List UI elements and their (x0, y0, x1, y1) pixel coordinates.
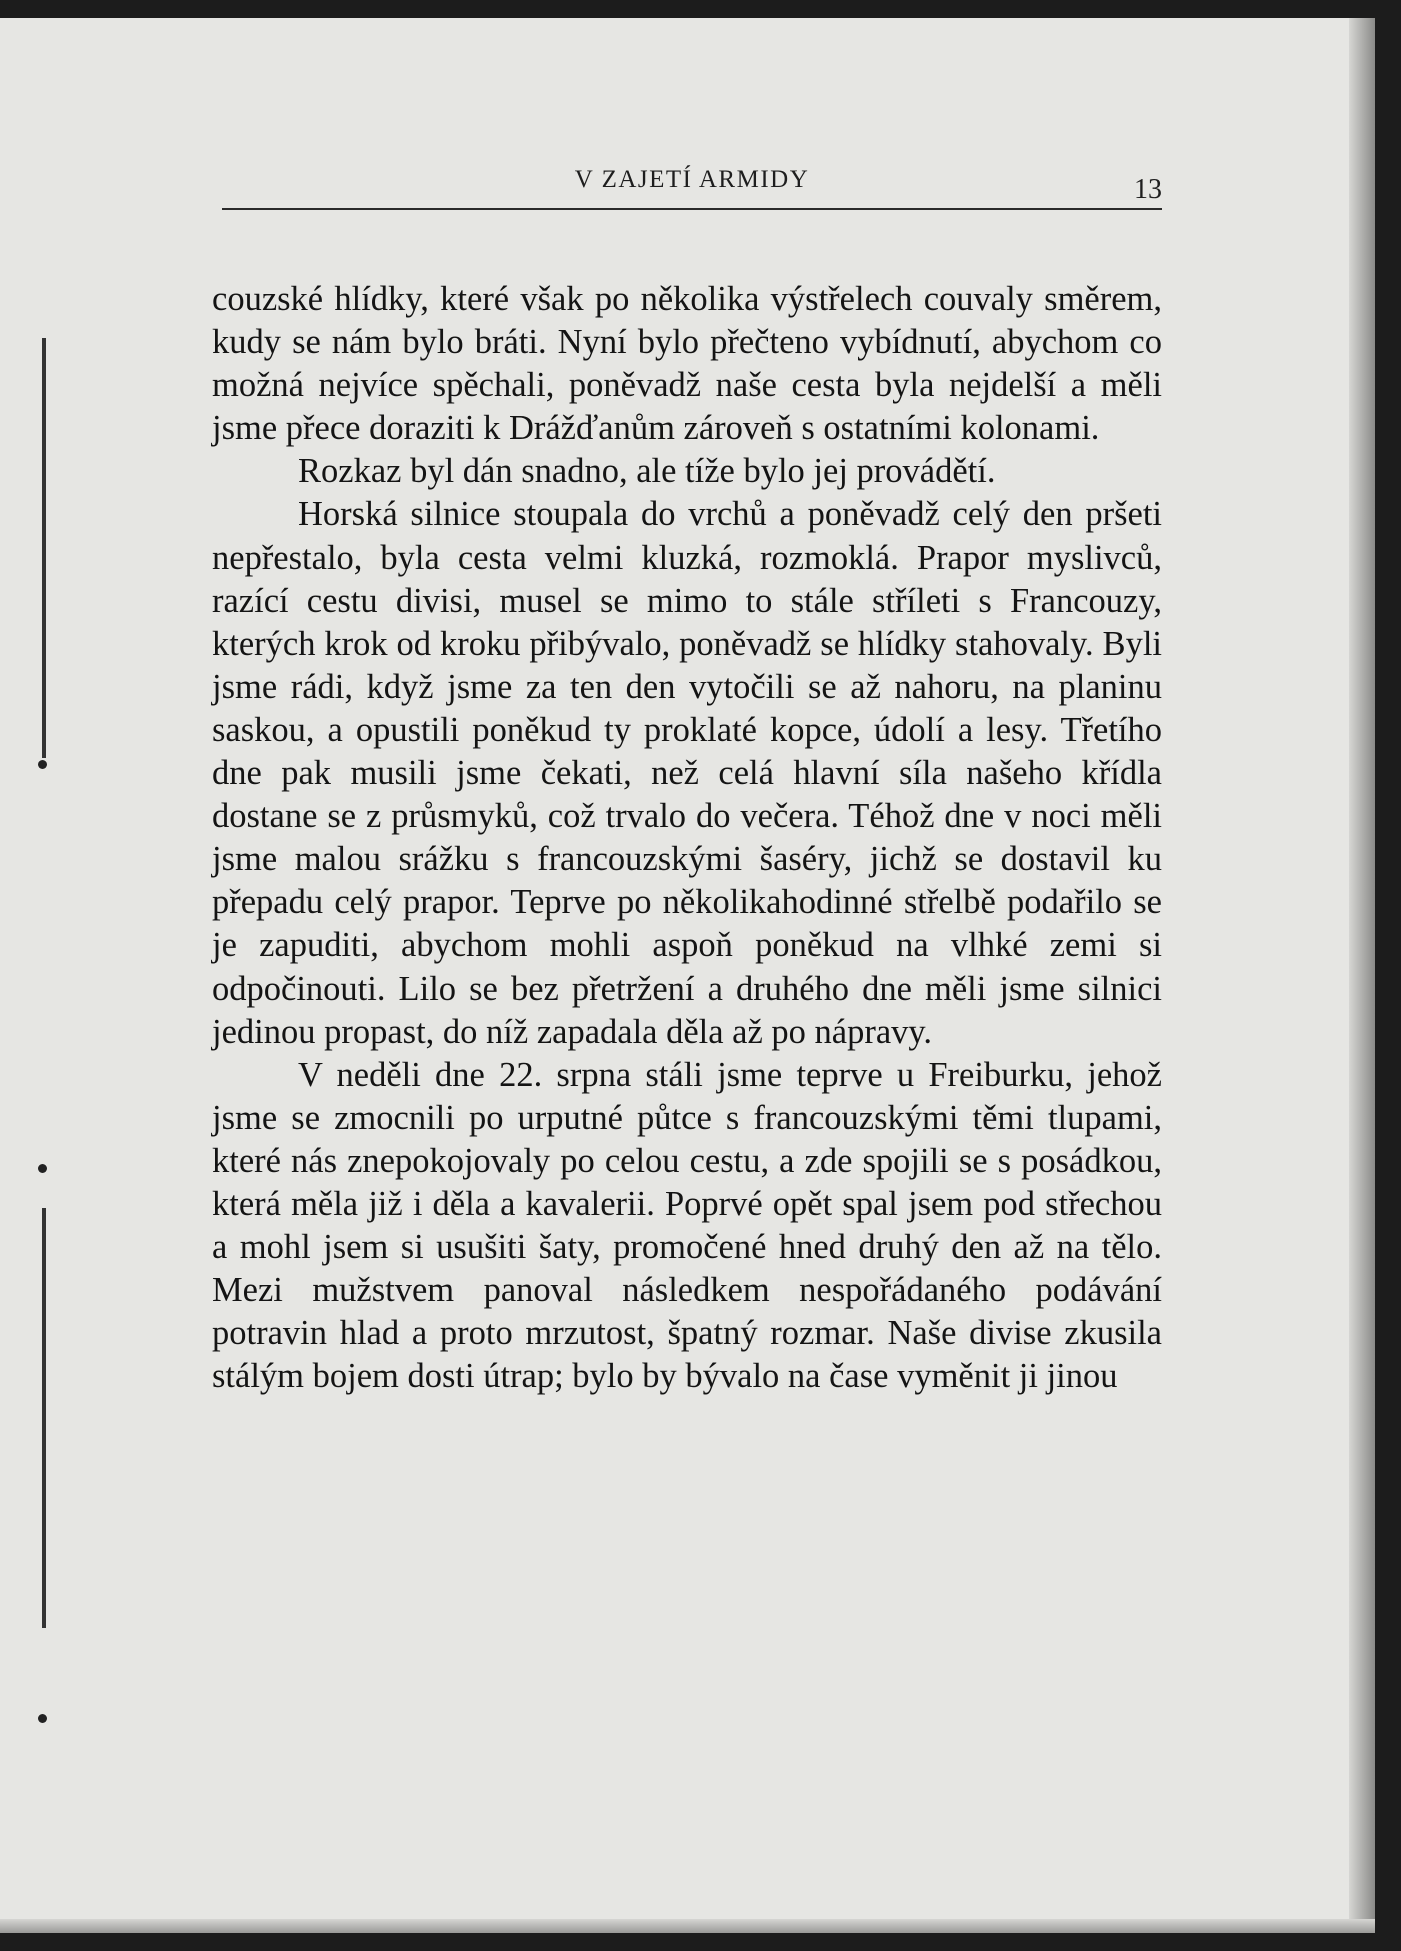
body-text (212, 278, 1162, 1398)
paragraph: Rozkaz byl dán snadno, ale tíže bylo jej provádětí. (298, 452, 996, 491)
running-head: V ZAJETÍ ARMIDY (574, 166, 810, 193)
page-number: 13 (1134, 174, 1162, 205)
paragraph: V neděli dne 22. srpna stáli jsme teprve u Freiburku, jehož jsme se zmocnili po urputné půtce s francouzskými těmi tlupami, které nás znepokojovaly po celou cestu, a zde spojili se s posádkou, která měla již i děla a kavalerii. Poprvé opět spal jsem pod střechou a mohl jsem si usušiti šaty, promočené hned druhý den až na tělo. Mezi mužstvem panoval následkem nespořádaného podávání potravin hlad a proto mrzutost, špatný rozmar. Naše divise zkusila stálým bojem dosti útrap; bylo by bývalo na čase vyměnit ji jinou (212, 1055, 1162, 1396)
binding-mark (42, 338, 46, 758)
paragraph: couzské hlídky, které však po několika výstřelech couvaly směrem, kudy se nám bylo bráti. Nyní bylo přečteno vybídnutí, abychom co možná nejvíce spěchali, poněvadž naše cesta byla nejdelší a měli jsme přece doraziti k Drážďanům zároveň s ostatními kolonami. (212, 280, 1162, 448)
book-page (0, 18, 1375, 1933)
paragraph: Horská silnice stoupala do vrchů a poněvadž celý den pršeti nepřestalo, byla cesta velmi kluzká, rozmoklá. Prapor myslivců, razící cestu divisi, musel se mimo to stále stříleti s Francouzy, kterých krok od kroku přibývalo, poněvadž se hlídky stahovaly. Byli jsme rádi, když jsme za ten den vytočili se až nahoru, na planinu saskou, a opustili poněkud ty proklaté kopce, údolí a lesy. Třetího dne pak musili jsme čekati, než celá hlavní síla našeho křídla dostane se z průsmyků, což trvalo do večera. Téhož dne v noci měli jsme malou srážku s francouzskými šaséry, jichž se dostavil ku přepadu celý prapor. Teprve po několikahodinné střelbě podařilo se je zapuditi, abychom mohli aspoň poněkud na vlhké zemi si odpočinouti. Lilo se bez přetržení a druhého dne měli jsme silnici jedinou propast, do níž zapadala děla až po nápravy. (212, 495, 1162, 1051)
binding-dot (38, 1164, 47, 1173)
page-bottom-shadow (0, 1919, 1375, 1933)
header-rule (222, 208, 1162, 210)
binding-mark (42, 1208, 46, 1628)
page-edge-shadow (1349, 18, 1375, 1933)
page-header (222, 166, 1162, 210)
binding-dot (38, 1714, 47, 1723)
binding-dot (38, 760, 47, 769)
